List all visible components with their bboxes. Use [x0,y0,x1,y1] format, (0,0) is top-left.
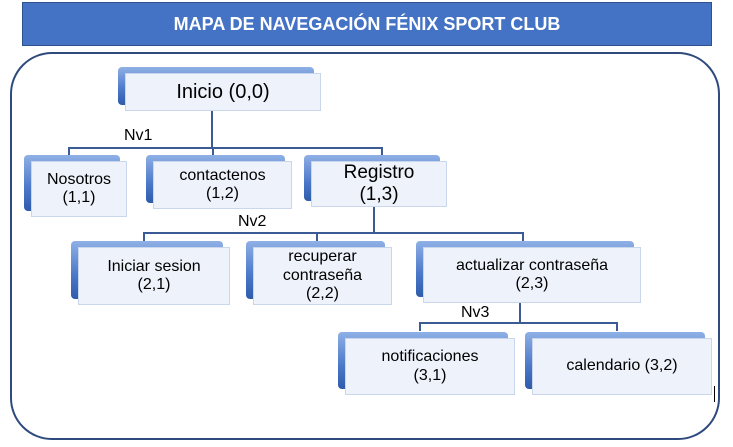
node-actualizar-code: (2,3) [515,275,549,292]
connector-actualizar-down [519,303,521,323]
node-calendario [532,338,712,395]
diagram-title [22,2,712,46]
connector-to-actualizar [522,232,524,241]
connector-level1-horizontal [68,147,383,149]
level-3-label: Nv3 [461,304,490,321]
connector-to-recuperar [316,232,318,241]
connector-to-calendario [616,322,618,331]
connector-registro-down [373,205,375,233]
node-recuperar-label: recuperar contraseña [282,248,363,284]
node-actualizar-contrasena [423,247,641,303]
node-nosotros-label: Nosotros [46,170,112,188]
diagram-title-text: MAPA DE NAVEGACIÓN FÉNIX SPORT CLUB [173,13,561,34]
node-calendario-label: calendario (3,2) [566,357,678,375]
node-iniciar-sesion-code: (2,1) [137,276,171,293]
node-contactenos [153,161,292,209]
level-2-label: Nv2 [238,213,267,230]
node-registro-code: (1,3) [359,184,399,205]
node-contactenos-label: contactenos [179,166,266,184]
node-iniciar-sesion [78,247,230,305]
node-recuperar-code: (2,2) [306,285,339,303]
connector-to-iniciar-sesion [143,232,145,241]
text-cursor-mark [714,386,715,402]
node-inicio [125,73,321,111]
node-nosotros-code: (1,1) [62,189,96,206]
node-iniciar-sesion-label: Iniciar sesion [107,257,201,275]
node-inicio-label: Inicio (0,0) [176,80,270,103]
node-notificaciones [345,338,515,395]
connector-level3-horizontal [419,322,618,324]
connector-inicio-down [211,108,213,148]
connector-to-notificaciones [419,322,421,331]
connector-level2-horizontal [143,232,524,234]
node-nosotros [31,161,127,217]
node-notificaciones-code: (3,1) [413,366,447,384]
node-recuperar-contrasena [253,247,392,305]
node-contactenos-code: (1,2) [206,185,239,202]
node-registro-label: Registro [343,162,415,184]
node-notificaciones-label: notificaciones [381,348,479,366]
level-1-label: Nv1 [124,127,153,144]
node-actualizar-label: actualizar contraseña [455,256,609,274]
node-registro [311,161,447,207]
